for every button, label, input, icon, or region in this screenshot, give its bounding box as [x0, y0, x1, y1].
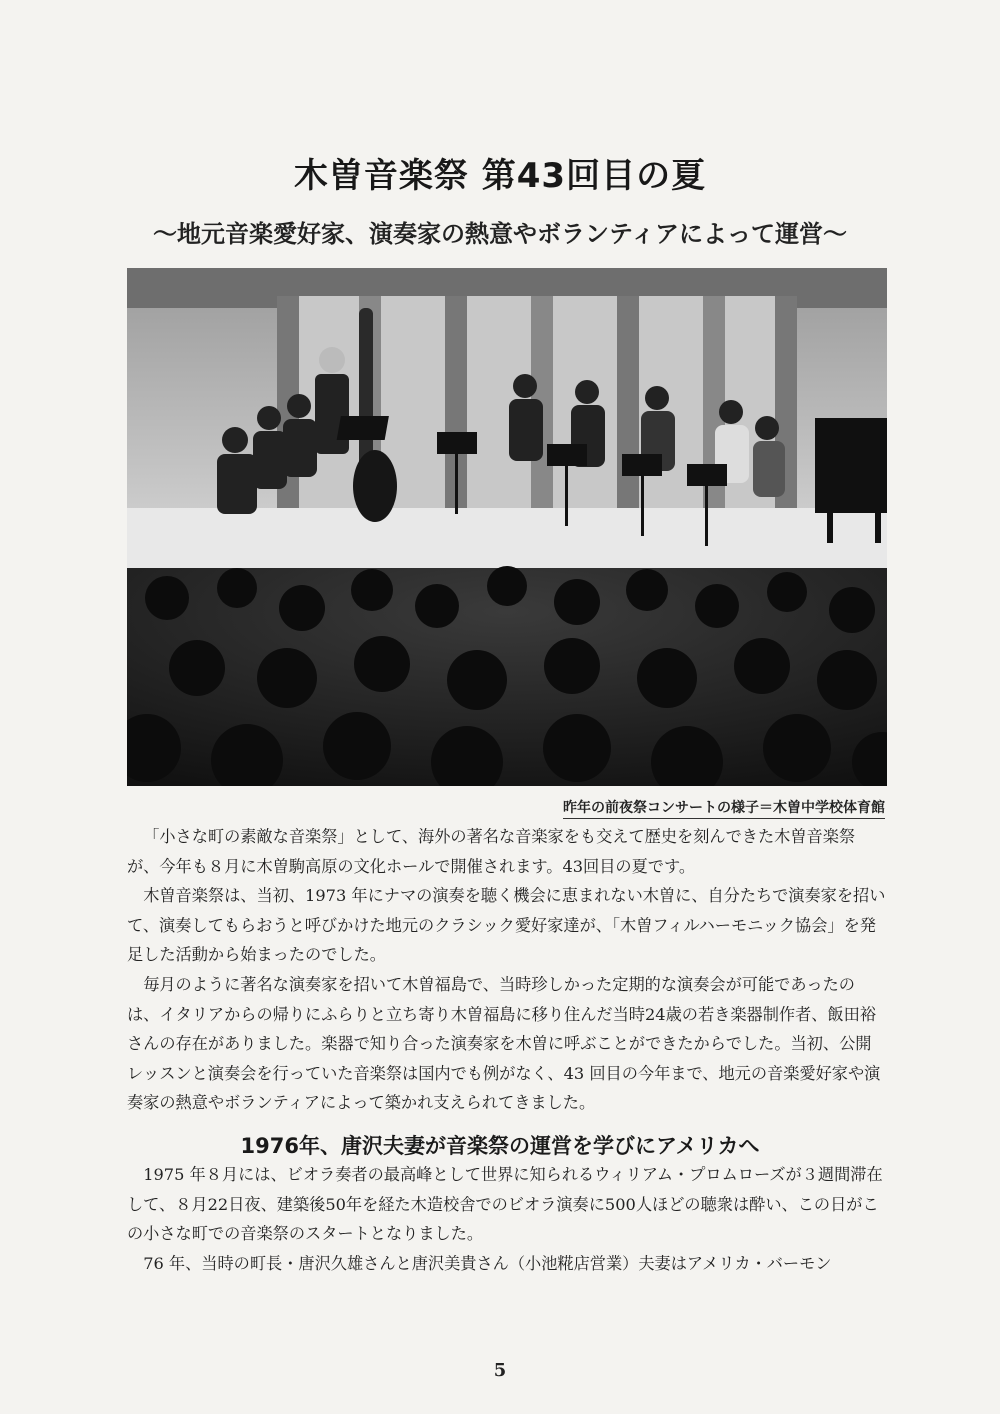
- concert-photo: [127, 268, 887, 786]
- paragraph-1: 「小さな町の素敵な音楽祭」として、海外の著名な音楽家をも交えて歴史を刻んできた木曽音楽祭が、今年も８月に木曽駒高原の文化ホールで開催されます。43回目の夏です。: [127, 827, 856, 876]
- article-title: 木曽音楽祭 第43回目の夏: [293, 156, 707, 196]
- paragraph-3: 毎月のように著名な演奏家を招いて木曽福島で、当時珍しかった定期的な演奏会が可能であったのは、イタリアからの帰りにふらりと立ち寄り木曽福島に移り住んだ当時24歳の若き楽器制作者、飯田裕さんの存在がありました。楽器で知り合った演奏家を木曽に呼ぶことができたからでした。当初、公開レッスンと演奏会を行っていた音楽祭は国内でも例がなく、43 回目の今年まで、地元の音楽愛好家や演奏家の熱意やボランティアによって築かれ支えられてきました。: [127, 974, 881, 1113]
- paragraph-2: 木曽音楽祭は、当初、1973 年にナマの演奏を聴く機会に恵まれない木曽に、自分たちで演奏家を招いて、演奏してもらおうと呼びかけた地元のクラシック愛好家達が、「木曽フィルハーモニック協会」を発足した活動から始まったのでした。: [127, 886, 886, 965]
- article-subtitle: ～地元音楽愛好家、演奏家の熱意やボランティアによって運営～: [152, 219, 848, 248]
- article-body: [127, 822, 887, 1118]
- photo-caption: 昨年の前夜祭コンサートの様子＝木曽中学校体育館: [563, 797, 885, 819]
- section-paragraph-2: 76 年、当時の町長・唐沢久雄さんと唐沢美貴さん（小池糀店営業）夫妻はアメリカ・バーモン: [143, 1253, 832, 1273]
- section-heading: 1976年、唐沢夫妻が音楽祭の運営を学びにアメリカへ: [240, 1134, 760, 1158]
- section-paragraph-1: 1975 年８月には、ビオラ奏者の最高峰として世界に知られるウィリアム・プロムローズが３週間滞在して、８月22日夜、建築後50年を経た木造校舎でのビオラ演奏に500人ほどの聴衆は酔い、この日がこの小さな町での音楽祭のスタートとなりました。: [127, 1165, 883, 1244]
- section-body: [127, 1160, 887, 1278]
- page-number: 5: [493, 1360, 507, 1381]
